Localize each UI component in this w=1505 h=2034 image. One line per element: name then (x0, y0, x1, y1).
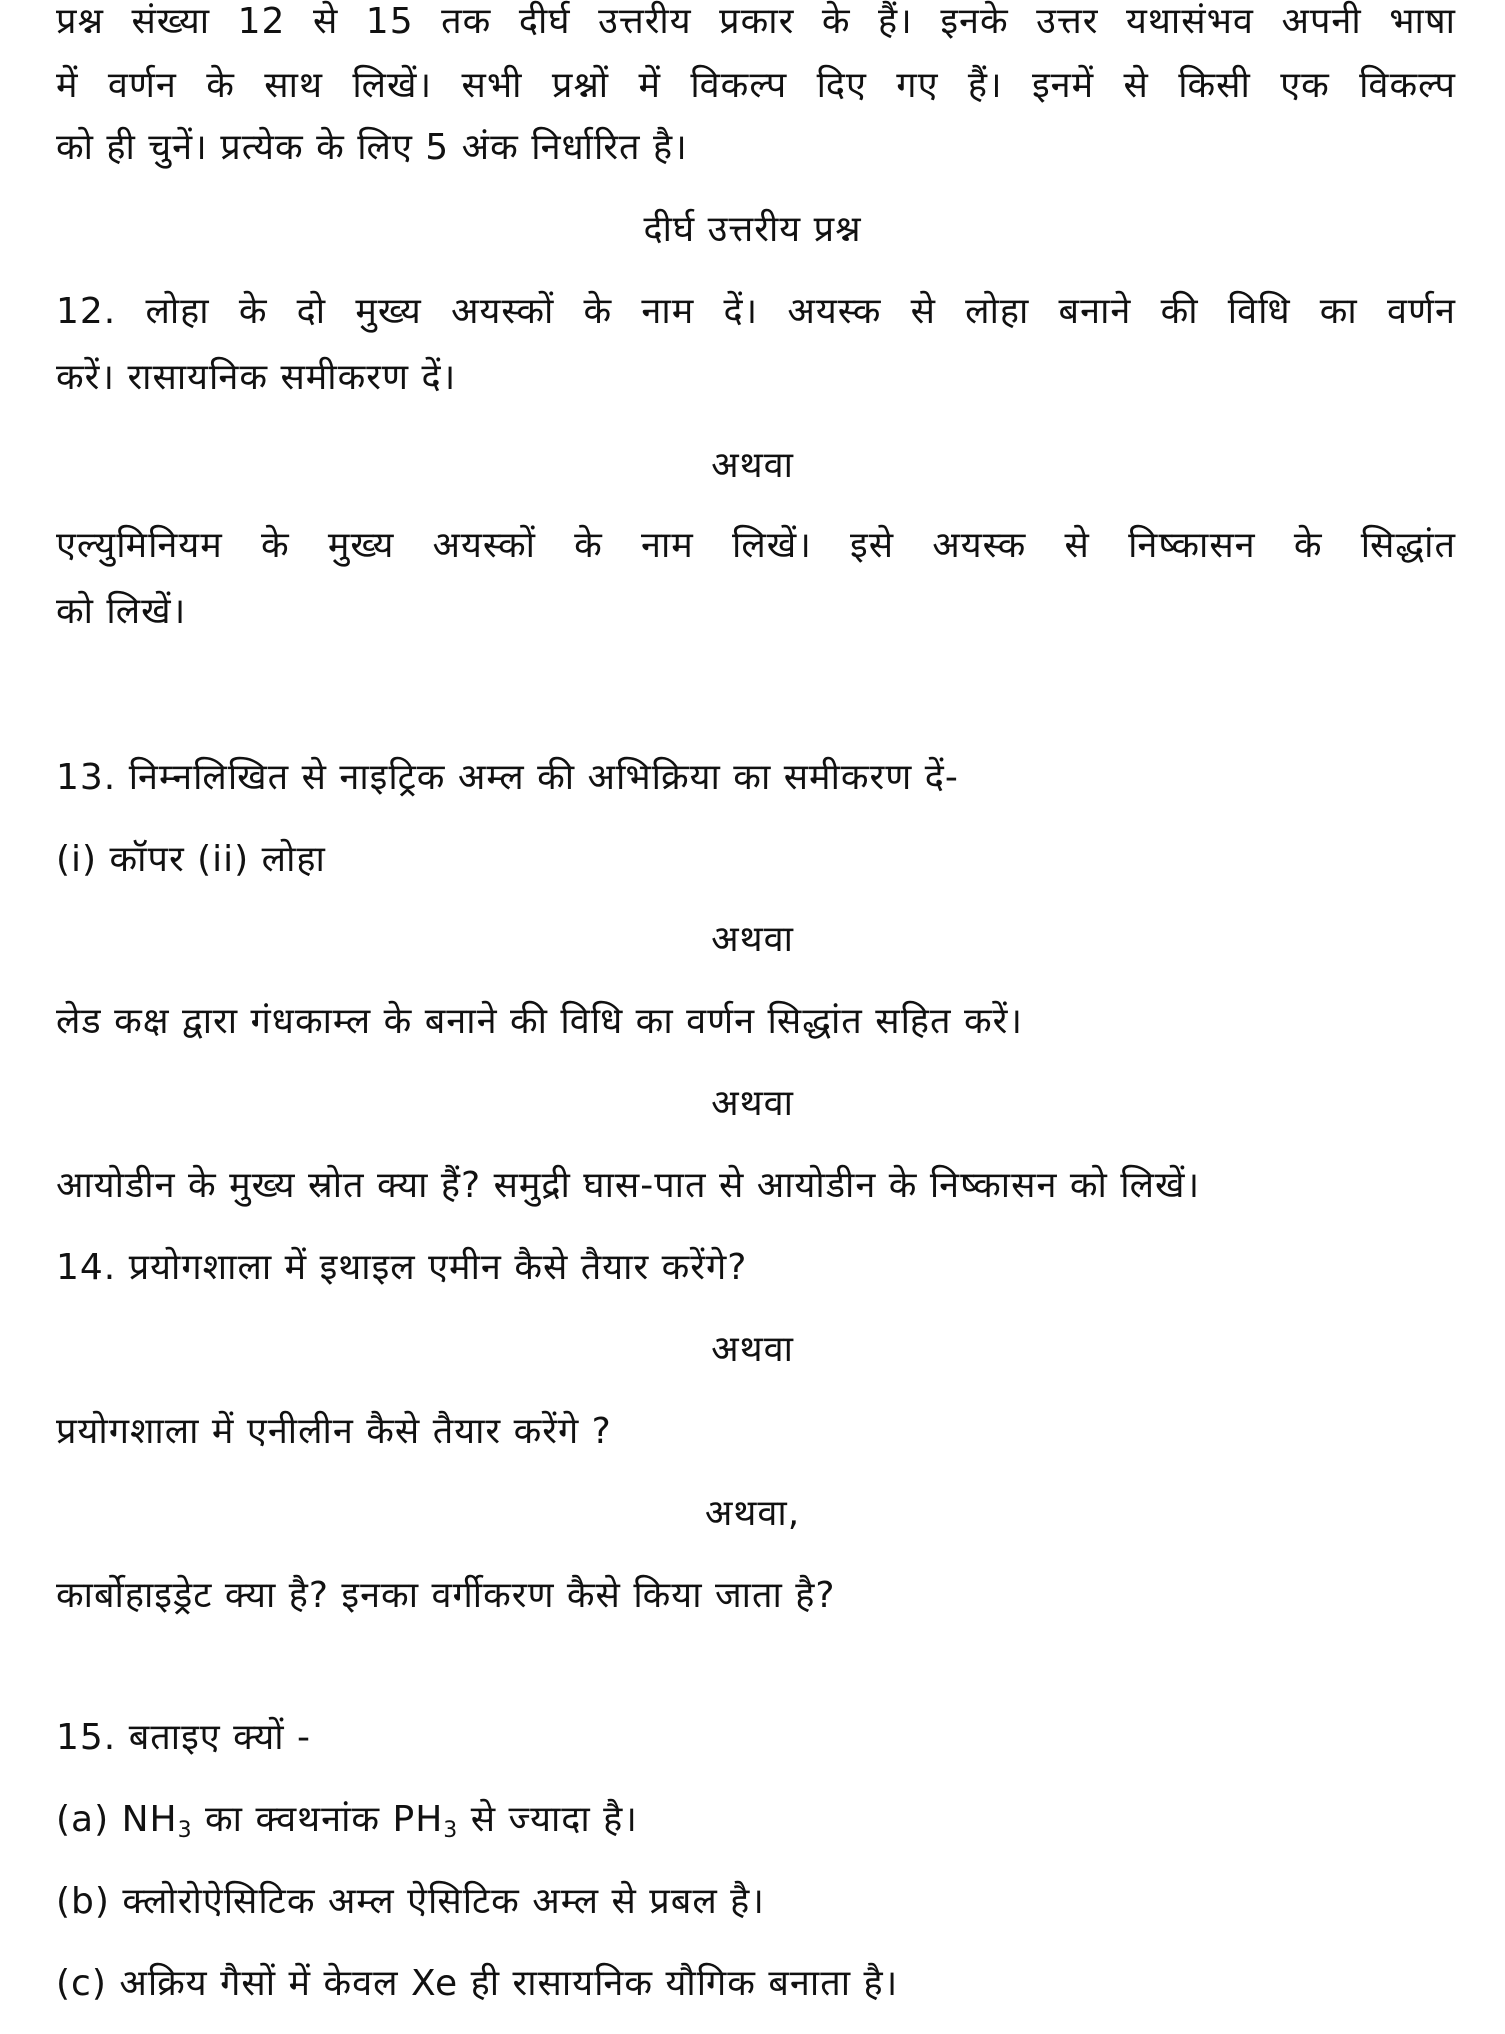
q14-alt-2: कार्बोहाइड्रेट क्या है? इनका वर्गीकरण कैसे किया जाता है? (56, 1575, 836, 1616)
q15-a-subscript-1: 3 (177, 1818, 193, 1843)
q15-item-c: (c) अक्रिय गैसों में केवल Xe ही रासायनिक यौगिक बनाता है। (56, 1963, 899, 2004)
intro-line-3: को ही चुनें। प्रत्येक के लिए 5 अंक निर्धारित है। (56, 127, 688, 168)
q13-line-1: 13. निम्नलिखित से नाइट्रिक अम्ल की अभिक्रिया का समीकरण दें- (56, 757, 959, 798)
q14-or-2: अथवा, (704, 1493, 801, 1534)
q15-a-subscript-2: 3 (443, 1818, 459, 1843)
q15-a-middle: का क्वथनांक PH (192, 1799, 444, 1840)
q13-or-1: अथवा (711, 919, 794, 960)
q14-or-1: अथवा (711, 1329, 794, 1370)
intro-line-1: प्रश्न संख्या 12 से 15 तक दीर्घ उत्तरीय प्रकार के हैं। इनके उत्तर यथासंभव अपनी भाषा (56, 1, 1456, 42)
q13-line-2: (i) कॉपर (ii) लोहा (56, 839, 326, 880)
section-heading: दीर्घ उत्तरीय प्रश्न (643, 209, 862, 250)
q12-alt-line-2: को लिखें। (56, 591, 187, 632)
q13-alt-1: लेड कक्ष द्वारा गंधकाम्ल के बनाने की विधि का वर्णन सिद्धांत सहित करें। (56, 1001, 1024, 1042)
q14-line-1: 14. प्रयोगशाला में इथाइल एमीन कैसे तैयार करेंगे? (56, 1247, 748, 1288)
intro-line-2: में वर्णन के साथ लिखें। सभी प्रश्नों में विकल्प दिए गए हैं। इनमें से किसी एक विकल्प (56, 65, 1456, 106)
q12-line-2: करें। रासायनिक समीकरण दें। (56, 357, 457, 398)
q12-alt-line-1: एल्युमिनियम के मुख्य अयस्कों के नाम लिखें। इसे अयस्क से निष्कासन के सिद्धांत (56, 525, 1456, 566)
q15-line-1: 15. बताइए क्यों - (56, 1717, 312, 1758)
q14-alt-1: प्रयोगशाला में एनीलीन कैसे तैयार करेंगे ? (56, 1411, 612, 1452)
q12-line-1: 12. लोहा के दो मुख्य अयस्कों के नाम दें। अयस्क से लोहा बनाने की विधि का वर्णन (56, 291, 1456, 332)
q13-alt-2: आयोडीन के मुख्य स्रोत क्या हैं? समुद्री घास-पात से आयोडीन के निष्कासन को लिखें। (56, 1165, 1201, 1206)
q15-a-prefix: (a) NH (56, 1799, 178, 1840)
q15-a-suffix: से ज्यादा है। (458, 1799, 638, 1840)
q15-item-b: (b) क्लोरोऐसिटिक अम्ल ऐसिटिक अम्ल से प्रबल है। (56, 1881, 765, 1922)
q13-or-2: अथवा (711, 1083, 794, 1124)
q12-or: अथवा (711, 445, 794, 486)
q15-item-a (56, 1798, 1456, 1842)
